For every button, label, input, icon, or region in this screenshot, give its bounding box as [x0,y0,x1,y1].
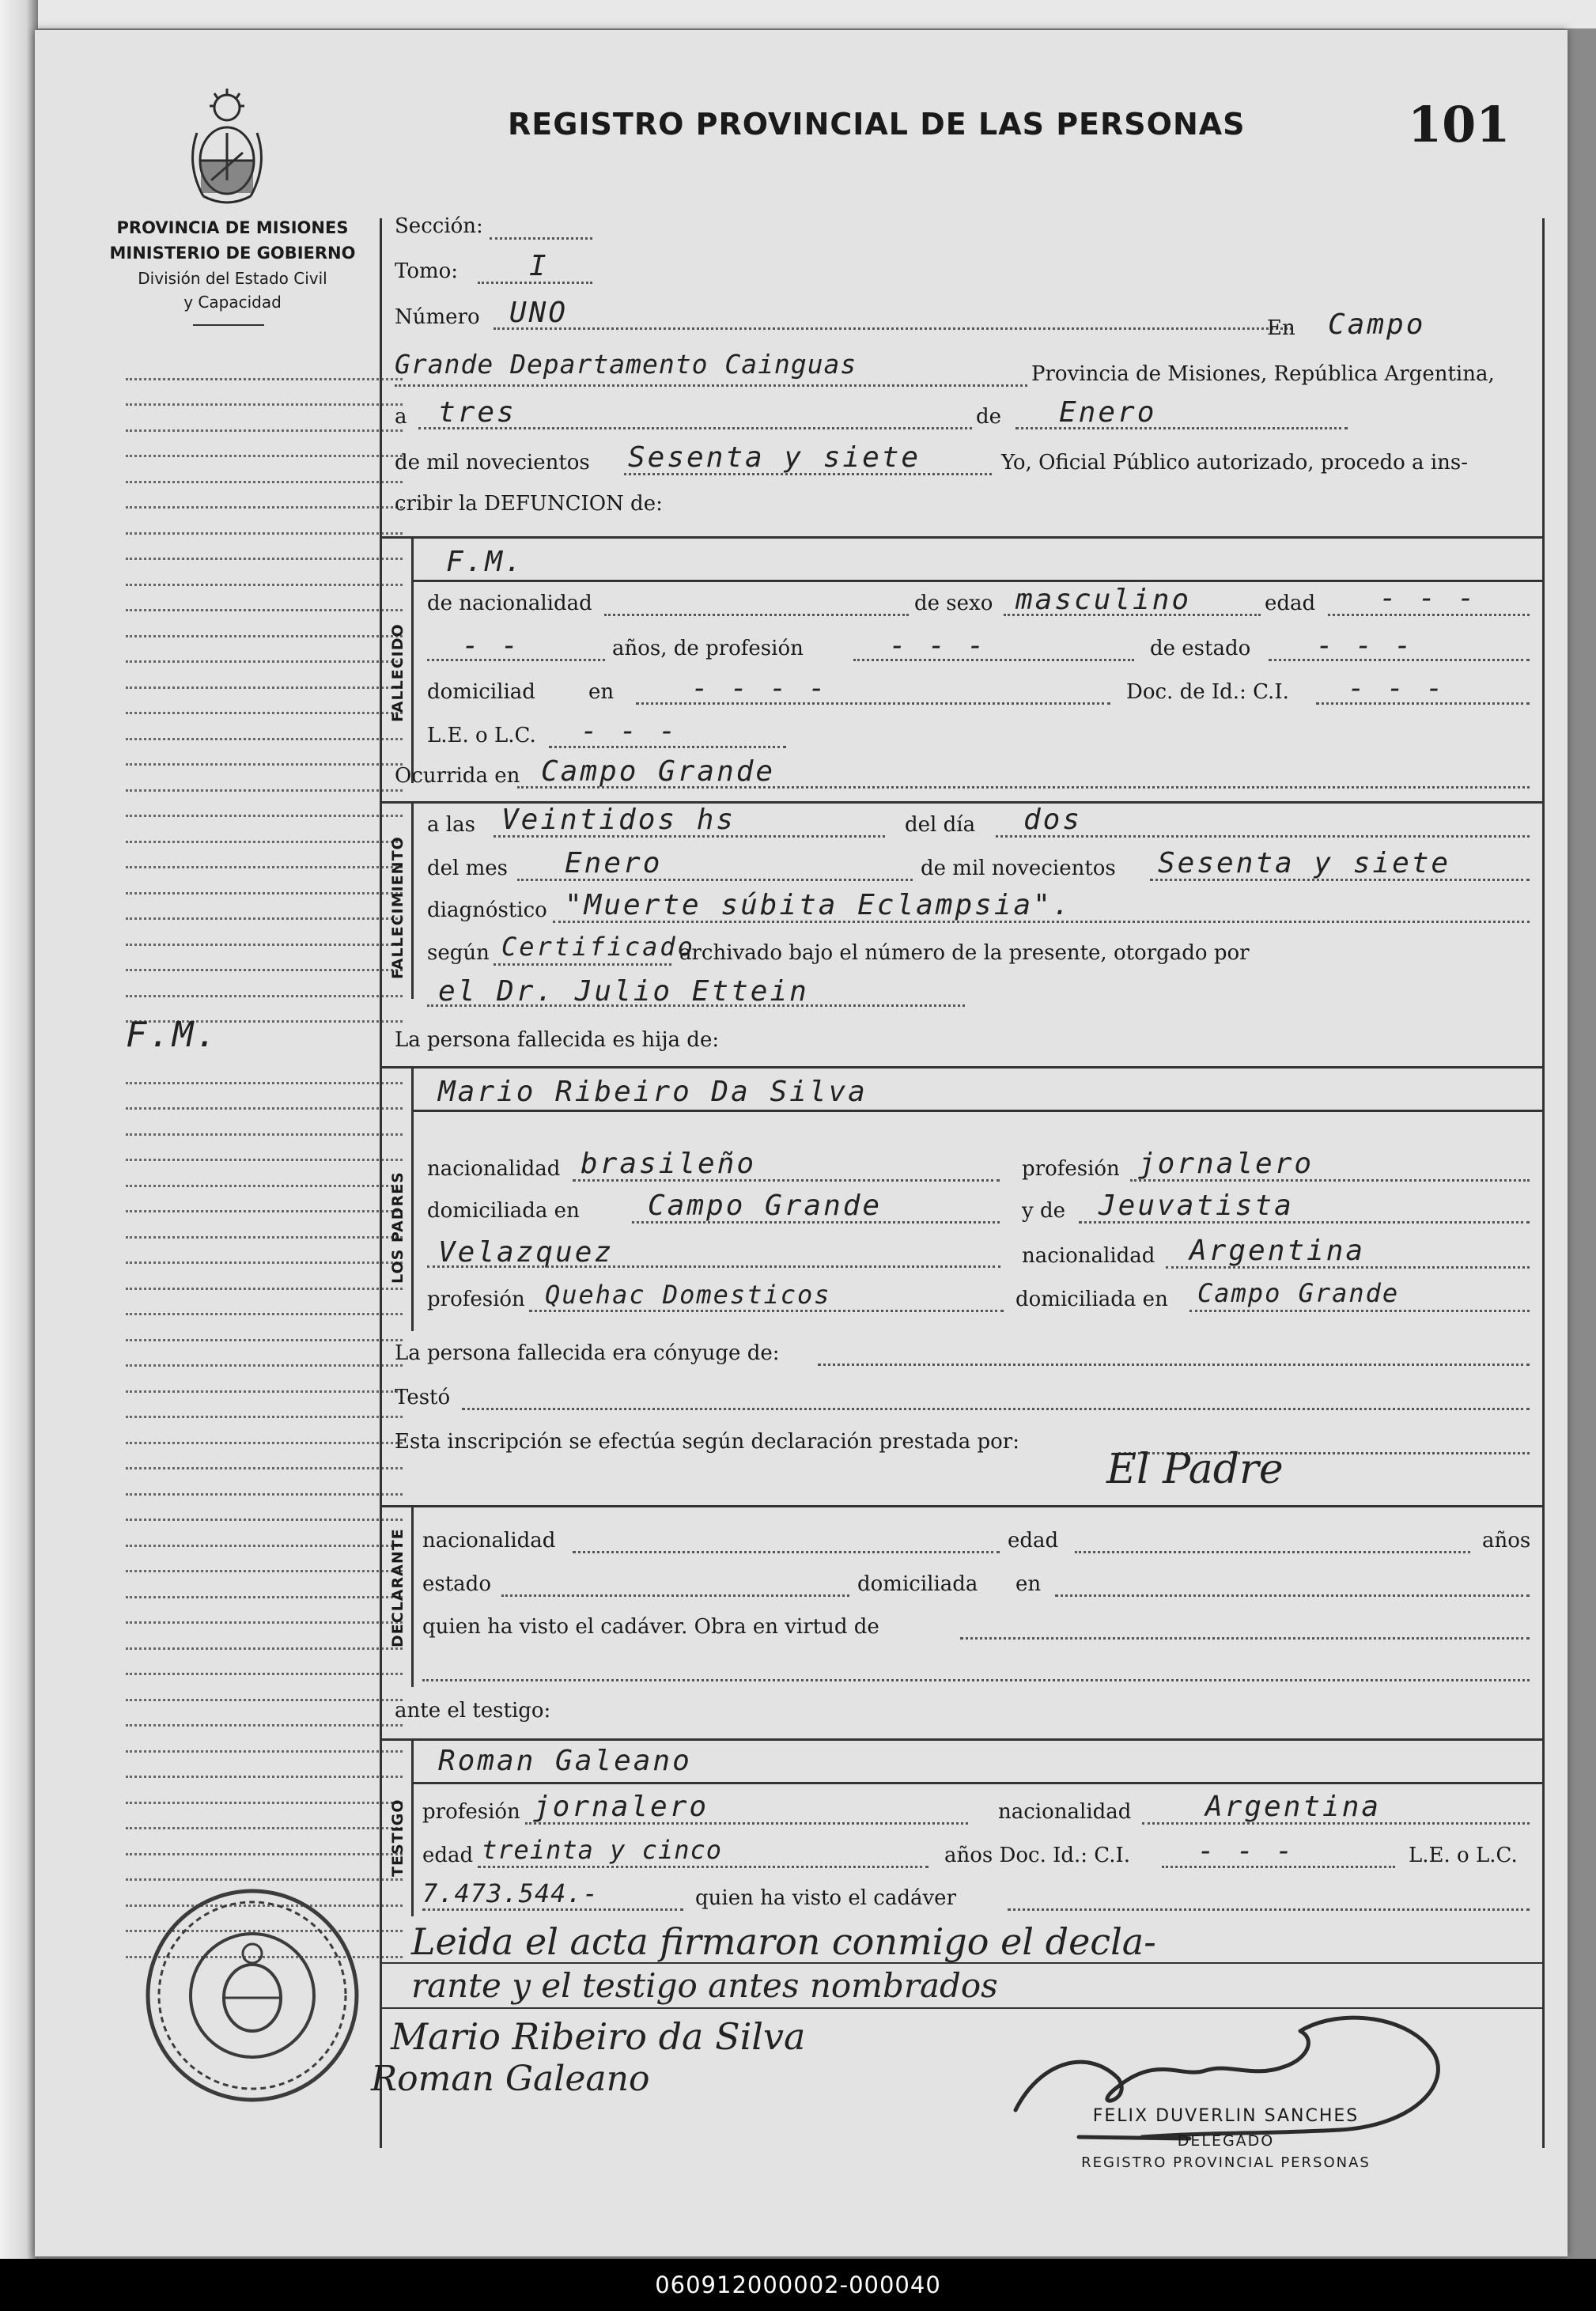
madre-apellido-line [427,1265,1000,1268]
padre-domiciliada-label: domiciliada en [427,1199,580,1223]
conyuge-label: La persona fallecida era cónyuge de: [395,1341,780,1365]
padres-intro: La persona fallecida es hija de: [395,1028,720,1052]
ministry-underline [193,324,264,326]
fallecido-le-label: L.E. o L.C. [427,724,536,747]
padres-top-line [380,1066,1542,1069]
document-page [35,30,1568,2256]
en-value: Campo [1328,308,1426,341]
madre-apellido: Velazquez [438,1236,615,1269]
closing-line-2: rante y el testigo antes nombrados [411,1966,998,2005]
declarante-extra-line [422,1679,1530,1681]
declarante-divider [411,1505,414,1687]
scan-background-top [0,0,1596,28]
testigo-doc-label: años Doc. Id.: C.I. [944,1844,1131,1867]
testigo-le-value: 7.473.544.- [422,1878,599,1908]
testigo-le-label: L.E. o L.C. [1409,1844,1518,1867]
declarante-anos-label: años [1482,1529,1531,1553]
declarante-edad-line [1075,1551,1470,1553]
madre-profesion-label: profesión [427,1288,525,1311]
testigo-nacionalidad-value: Argentina [1205,1791,1382,1823]
a-las-value: Veintidos hs [501,804,736,836]
madre-nacionalidad-value: Argentina [1189,1235,1366,1267]
fallecido-edad-label: edad [1265,592,1316,615]
fallecido-name: F.M. [446,546,524,578]
diagnostico-value: "Muerte súbita Eclampsia". [565,889,1072,921]
fallecido-profesion-value: - - - [889,630,987,662]
fallecido-anos-label: años, de profesión [612,637,804,660]
madre-profesion-value: Quehac Domesticos [545,1280,831,1310]
document-title: REGISTRO PROVINCIAL DE LAS PERSONAS [508,107,1246,142]
padre-nacionalidad-value: brasileño [581,1148,757,1180]
declarante-domiciliada-label: domiciliada [857,1572,978,1596]
fallecido-sexo-value: masculino [1015,584,1192,616]
seccion-label: Sección: [395,214,483,238]
margin-note: F.M. [126,1015,219,1055]
place-line-value: Grande Departamento Cainguas [395,349,857,380]
mes-label: del mes [427,857,508,880]
closing-line-1: Leida el acta firmaron conmigo el decla- [411,1920,1156,1963]
dia-value: dos [1023,804,1083,836]
en-label: En [1267,316,1295,340]
testigo-intro: ante el testigo: [395,1699,551,1723]
declarante-value: El Padre [1106,1446,1284,1493]
segun-value: Certificado [501,932,695,962]
padre-profesion-value: jornalero [1138,1148,1314,1180]
official-role: DELEGADO [1177,2132,1275,2150]
fallecido-name-line [413,580,1542,582]
padre-profesion-label: profesión [1022,1157,1120,1181]
fallecido-edad-value: - - - [1379,582,1477,615]
declarante-top-line [380,1505,1542,1507]
fallecido-nacionalidad-label: de nacionalidad [427,592,592,615]
mes-value: Enero [565,847,663,879]
numero-value: UNO [509,297,569,329]
padres-divider [411,1066,414,1331]
testigo-cadaver-line [1008,1908,1530,1911]
fallecido-doc-value: - - - [1348,672,1446,705]
page-number: 101 [1408,96,1511,153]
numero-line [494,327,1292,330]
ministry-line-4: y Capacidad [183,293,282,312]
fallecido-le-value: - - - [581,715,679,747]
testigo-doc-value: - - - [1197,1835,1295,1867]
official-name: FELIX DUVERLIN SANCHES [1092,2106,1360,2126]
testigo-name-line [413,1782,1542,1784]
fallecimiento-mil-value: Sesenta y siete [1158,847,1451,879]
conyuge-line [818,1364,1530,1366]
fallecimiento-mil-label: de mil novecientos [921,857,1116,880]
de-label: de [976,405,1002,429]
fallecido-anos-value: - - [462,630,521,662]
declarante-cadaver-label: quien ha visto el cadáver. Obra en virtud de [422,1615,879,1639]
form-left-border [380,218,382,2148]
a-value: tres [438,396,516,429]
ministry-line-3: División del Estado Civil [138,269,327,288]
form-right-border [1542,218,1545,2148]
de-value: Enero [1059,396,1157,429]
inscribir-text: cribir la DEFUNCION de: [395,492,663,516]
official-seal-icon [138,1881,367,2110]
ocurrida-value: Campo Grande [541,755,776,788]
ministry-line-2: MINISTERIO DE GOBIERNO [109,244,356,263]
fallecido-doc-label: Doc. de Id.: C.I. [1126,680,1289,704]
declarante-cadaver-line [960,1637,1530,1640]
padres-side-label: LOS PADRES [389,1171,407,1284]
testigo-cadaver-label: quien ha visto el cadáver [695,1886,957,1910]
a-label: a [395,405,407,429]
fallecido-domiciliado-label: domiciliad [427,680,535,704]
fallecido-estado-value: - - - [1316,630,1414,662]
testigo-profesion-value: jornalero [533,1791,709,1823]
testigo-side-label: TESTIGO [389,1798,407,1877]
testigo-edad-value: treinta y cinco [482,1835,722,1865]
testigo-top-line [380,1738,1542,1741]
mil-label: de mil novecientos [395,451,590,475]
declarante-nacionalidad-line [573,1551,1000,1553]
declarante-en-label: en [1015,1572,1042,1596]
archivado-text: archivado bajo el número de la presente, otorgado por [679,941,1250,965]
padre-name: Mario Ribeiro Da Silva [438,1076,868,1108]
segun-line [494,963,671,966]
segun-label: según [427,941,490,965]
fallecido-sexo-label: de sexo [914,592,993,615]
madre-domiciliada-line [1189,1310,1530,1312]
testigo-edad-line [478,1866,928,1868]
tomo-label: Tomo: [395,259,459,283]
padre-nacionalidad-label: nacionalidad [427,1157,561,1181]
declarante-domicilio-line [1055,1594,1530,1597]
seccion-line [490,237,592,240]
madre-nacionalidad-label: nacionalidad [1022,1244,1155,1268]
oficial-text: Yo, Oficial Público autorizado, procedo a ins- [1001,451,1469,475]
declarante-nacionalidad-label: nacionalidad [422,1529,556,1553]
otorgado-line [427,1004,965,1007]
fallecido-nacionalidad-line [604,614,909,616]
testigo-edad-label: edad [422,1844,474,1867]
tomo-value: I [529,250,549,282]
testo-label: Testó [395,1386,451,1409]
testigo-name: Roman Galeano [438,1745,692,1777]
fallecido-divider [411,536,414,783]
signature-testigo: Roman Galeano [371,2059,650,2099]
testigo-divider [411,1738,414,1916]
mil-value: Sesenta y siete [628,441,921,474]
scan-footer-bar [0,2259,1596,2311]
fallecimiento-divider [411,801,414,999]
madre-name: Jeuvatista [1099,1190,1294,1222]
fallecido-en-value: - - - - [691,672,828,705]
dia-label: del día [905,813,976,837]
fallecimiento-side-label: FALLECIMIENTO [389,836,407,979]
testigo-profesion-label: profesión [422,1800,520,1824]
numero-label: Número [395,305,480,329]
declaracion-label: Esta inscripción se efectúa según declaración prestada por: [395,1430,1019,1454]
declarante-estado-label: estado [422,1572,491,1596]
left-page-edge [0,0,38,2311]
y-de-label: y de [1022,1199,1065,1223]
madre-profesion-line [529,1310,1004,1312]
testo-line [462,1408,1530,1410]
closing-line-1-rule [380,1962,1542,1964]
testigo-le-line [422,1908,683,1911]
testigo-nacionalidad-label: nacionalidad [998,1800,1132,1824]
padre-name-line [413,1110,1542,1112]
footer-image-id: 060912000002-000040 [655,2271,941,2298]
ministry-line-1: PROVINCIA DE MISIONES [116,218,349,237]
declarante-side-label: DECLARANTE [389,1528,407,1647]
official-office: REGISTRO PROVINCIAL PERSONAS [1081,2154,1371,2171]
padre-domiciliada-value: Campo Grande [648,1190,883,1222]
signature-padre: Mario Ribeiro da Silva [391,2015,806,2058]
declarante-estado-line [501,1594,849,1597]
fallecido-top-line [380,536,1542,539]
declarante-edad-label: edad [1008,1529,1059,1553]
madre-domiciliada-label: domiciliada en [1015,1288,1168,1311]
fallecido-en-label: en [588,680,615,704]
otorgado-value: el Dr. Julio Ettein [438,975,809,1008]
fallecido-side-label: FALLECIDO [389,623,407,722]
madre-domiciliada-value: Campo Grande [1197,1278,1400,1308]
a-las-label: a las [427,813,475,837]
diagnostico-label: diagnóstico [427,898,547,922]
coat-of-arms-icon [180,85,274,212]
fallecido-estado-label: de estado [1150,637,1251,660]
provincia-text: Provincia de Misiones, República Argentina, [1031,362,1495,386]
place-line [395,384,1027,387]
ocurrida-label: Ocurrida en [395,764,520,788]
